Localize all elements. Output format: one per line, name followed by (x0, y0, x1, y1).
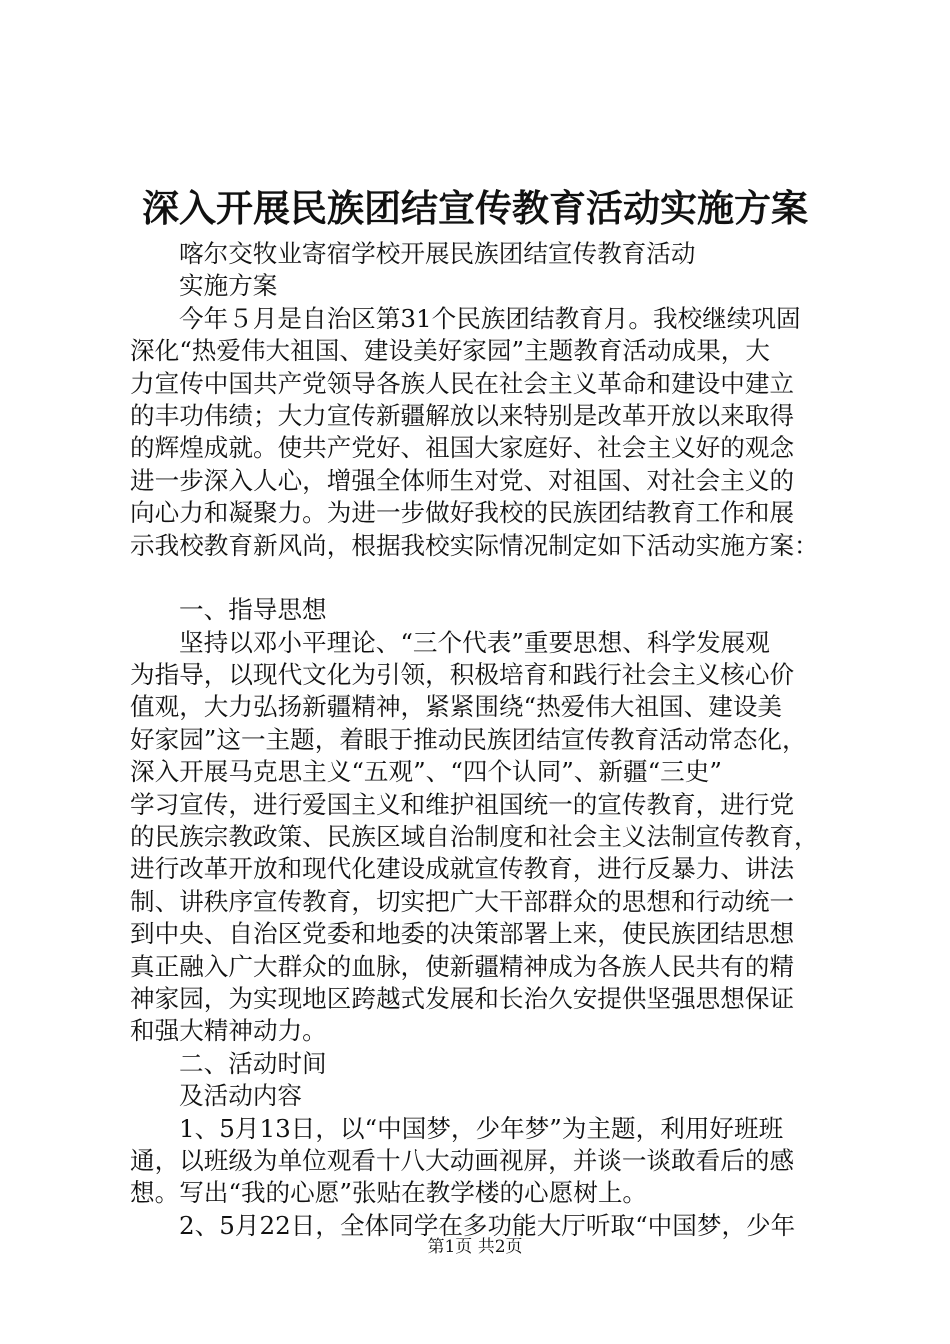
paragraph-line: 深入开展马克思主义“五观”、“四个认同”、新疆“三史” (130, 757, 722, 787)
paragraph-line: 坚持以邓小平理论、“三个代表”重要思想、科学发展观 (179, 627, 770, 657)
paragraph-line: 为指导，以现代文化为引领，积极培育和践行社会主义核心价 (130, 660, 795, 690)
paragraph-line: 进一步深入人心，增强全体师生对党、对祖国、对社会主义的 (130, 465, 795, 495)
paragraph-line: 力宣传中国共产党领导各族人民在社会主义革命和建设中建立 (130, 368, 795, 398)
paragraph-line: 实施方案 (179, 271, 278, 301)
paragraph-line: 神家园，为实现地区跨越式发展和长治久安提供坚强思想保证 (130, 983, 795, 1013)
paragraph-line: 喀尔交牧业寄宿学校开展民族团结宣传教育活动 (179, 239, 696, 268)
paragraph-line: 好家园”这一主题，着眼于推动民族团结宣传教育活动常态化， (130, 724, 807, 754)
document-body (130, 238, 830, 1242)
paragraph-line: 今年５月是自治区第31个民族团结教育月。我校继续巩固 (179, 303, 801, 333)
paragraph-line: 制、讲秩序宣传教育，切实把广大干部群众的思想和行动统一 (130, 886, 795, 916)
paragraph-line: 及活动内容 (179, 1081, 302, 1111)
blank-line (130, 562, 830, 594)
paragraph-line: 学习宣传，进行爱国主义和维护祖国统一的宣传教育，进行党 (130, 789, 795, 819)
document-title: 深入开展民族团结宣传教育活动实施方案 (142, 186, 808, 230)
paragraph-line: 2、5月22日，全体同学在多功能大厅听取“中国梦，少年 (179, 1210, 796, 1240)
paragraph-line: 的辉煌成就。使共产党好、祖国大家庭好、社会主义好的观念 (130, 433, 795, 463)
paragraph-line: 向心力和凝聚力。为进一步做好我校的民族团结教育工作和展 (130, 498, 795, 528)
paragraph-line: 示我校教育新风尚，根据我校实际情况制定如下活动实施方案： (130, 530, 819, 560)
paragraph-line: 进行改革开放和现代化建设成就宣传教育，进行反暴力、讲法 (130, 854, 795, 884)
page-footer: 第1页 共2页 (427, 1237, 523, 1257)
paragraph-line: 值观，大力弘扬新疆精神，紧紧围绕“热爱伟大祖国、建设美 (130, 692, 783, 722)
paragraph-line: 想。写出“我的心愿”张贴在教学楼的心愿树上。 (130, 1178, 648, 1208)
paragraph-line: 通，以班级为单位观看十八大动画视屏，并谈一谈敢看后的感 (130, 1145, 795, 1175)
paragraph-line: 到中央、自治区党委和地委的决策部署上来，使民族团结思想 (130, 919, 795, 949)
paragraph-line: 1、5月13日，以“中国梦，少年梦”为主题，利用好班班 (179, 1113, 784, 1143)
paragraph-line: 和强大精神动力。 (130, 1016, 327, 1046)
paragraph-line: 深化“热爱伟大祖国、建设美好家园”主题教育活动成果，大 (130, 336, 770, 366)
paragraph-line: 的民族宗教政策、民族区域自治制度和社会主义法制宣传教育， (130, 822, 819, 852)
paragraph-line: 的丰功伟绩；大力宣传新疆解放以来特别是改革开放以来取得 (130, 400, 795, 430)
paragraph-line: 一、指导思想 (179, 595, 327, 625)
paragraph-line: 二、活动时间 (179, 1048, 327, 1078)
paragraph-line: 真正融入广大群众的血脉，使新疆精神成为各族人民共有的精 (130, 951, 795, 981)
